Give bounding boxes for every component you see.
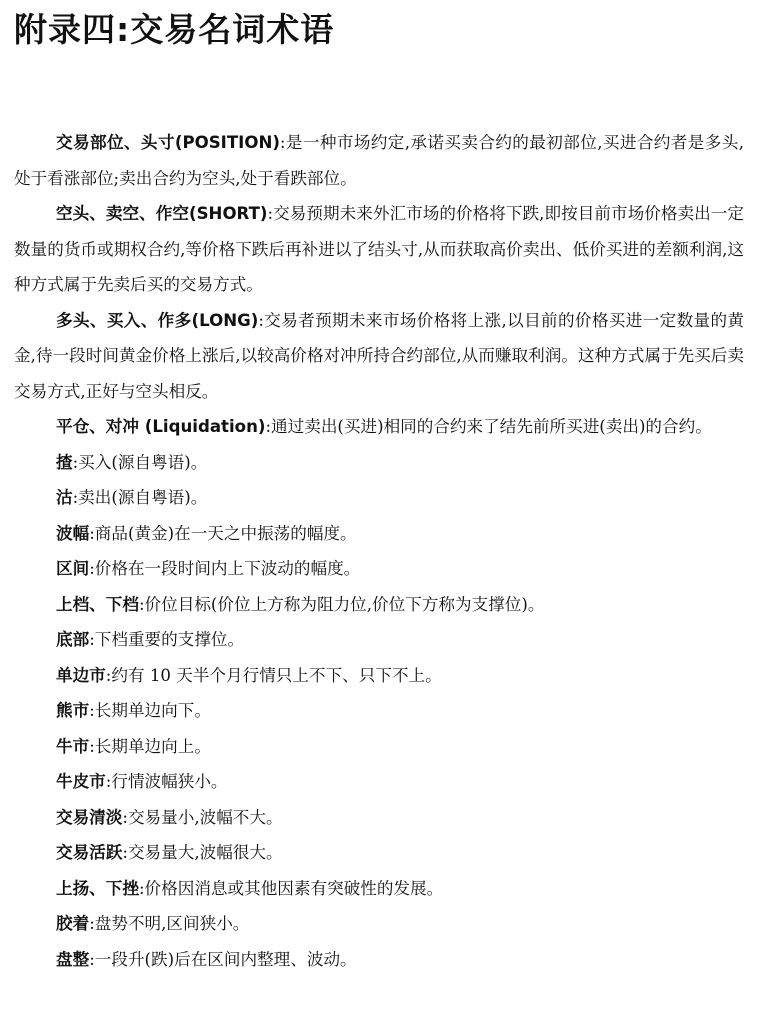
glossary-entry-amplitude [14, 516, 744, 552]
glossary-definition: :交易者预期未来市场价格将上涨,以目前的价格买进一定数量的黄金,待一段时间黄金价格上涨后,以较高价格对冲所持合约部位,从而赚取利润。这种方式属于先买后卖交易方式,正好与空头相反。 [14, 310, 744, 401]
glossary-term: 平仓、对冲 (Liquidation) [56, 417, 266, 436]
glossary-entry-short [14, 196, 744, 303]
glossary-entry-range-bound-market [14, 764, 744, 800]
glossary-term: 揸 [56, 452, 73, 472]
glossary-term: 交易活跃 [56, 843, 123, 862]
glossary-entry-bear-market [14, 693, 744, 729]
glossary-entry-upper-lower-levels [14, 587, 744, 623]
glossary-term: 多头、买入、作多(LONG) [56, 310, 259, 330]
glossary-term: 交易清淡 [56, 807, 123, 827]
glossary-entry-consolidation [14, 942, 744, 978]
glossary-definition: :卖出(源自粤语)。 [72, 488, 208, 507]
glossary-definition: :商品(黄金)在一天之中振荡的幅度。 [89, 523, 357, 543]
glossary-entry-one-sided-market [14, 658, 744, 694]
glossary-term: 上扬、下挫 [56, 878, 139, 898]
glossary-definition: :长期单边向上。 [89, 736, 211, 756]
glossary-term: 波幅 [56, 523, 90, 543]
glossary-entry-liquidation [14, 409, 744, 445]
glossary-definition: :通过卖出(买进)相同的合约来了结先前所买进(卖出)的合约。 [265, 417, 712, 436]
glossary-definition: :盘势不明,区间狭小。 [89, 914, 250, 933]
glossary-entry-range [14, 551, 744, 587]
glossary-definition: :长期单边向下。 [89, 701, 211, 720]
glossary-term: 空头、卖空、作空(SHORT) [56, 204, 268, 223]
glossary-definition: :价位目标(价位上方称为阻力位,价位下方称为支撑位)。 [138, 594, 545, 614]
glossary-definition: :是一种市场约定,承诺买卖合约的最初部位,买进合约者是多头,处于看涨部位;卖出合约为空头,处于看跌部位。 [14, 133, 744, 188]
glossary-entry-stalemate [14, 906, 744, 942]
glossary-entry-active-trading [14, 835, 744, 871]
glossary-definition: :价格因消息或其他因素有突破性的发展。 [138, 878, 444, 898]
glossary-term: 单边市 [56, 665, 106, 685]
glossary-definition: :价格在一段时间内上下波动的幅度。 [89, 559, 361, 578]
glossary-definition: :约有 10 天半个月行情只上不下、只下不上。 [105, 665, 442, 685]
glossary-term: 底部 [56, 630, 90, 649]
glossary-term: 牛市 [56, 736, 90, 756]
glossary-definition: :一段升(跌)后在区间内整理、波动。 [89, 949, 357, 969]
glossary-term: 上档、下档 [56, 594, 139, 614]
glossary-term: 沽 [56, 488, 73, 507]
glossary-entry-position [14, 125, 744, 196]
glossary-entry-bull-market [14, 729, 744, 765]
glossary-definition: :买入(源自粤语)。 [72, 452, 208, 472]
glossary-definition: :交易预期未来外汇市场的价格将下跌,即按目前市场价格卖出一定数量的货币或期权合约,等价格下跌后再补进以了结头寸,从而获取高价卖出、低价买进的差额利润,这种方式属于先卖后买的交易方式。 [14, 204, 744, 294]
glossary-entry-thin-trading [14, 800, 744, 836]
glossary-definition: :交易量大,波幅很大。 [122, 843, 283, 862]
glossary-term: 交易部位、头寸(POSITION) [56, 133, 280, 152]
glossary-entry-zha [14, 445, 744, 481]
glossary-definition: :行情波幅狭小。 [105, 772, 228, 791]
glossary-entry-bottom [14, 622, 744, 658]
glossary-definition: :下档重要的支撑位。 [89, 630, 245, 649]
glossary-list [14, 125, 744, 977]
page-title: 附录四:交易名词术语 [14, 10, 335, 49]
glossary-definition: :交易量小,波幅不大。 [122, 807, 283, 827]
glossary-term: 胶着 [56, 914, 90, 933]
glossary-term: 区间 [56, 559, 90, 578]
glossary-term: 盘整 [56, 949, 90, 969]
glossary-term: 牛皮市 [56, 772, 106, 791]
glossary-term: 熊市 [56, 701, 90, 720]
glossary-entry-gu [14, 480, 744, 516]
glossary-entry-rise-fall [14, 871, 744, 907]
glossary-entry-long [14, 303, 744, 410]
